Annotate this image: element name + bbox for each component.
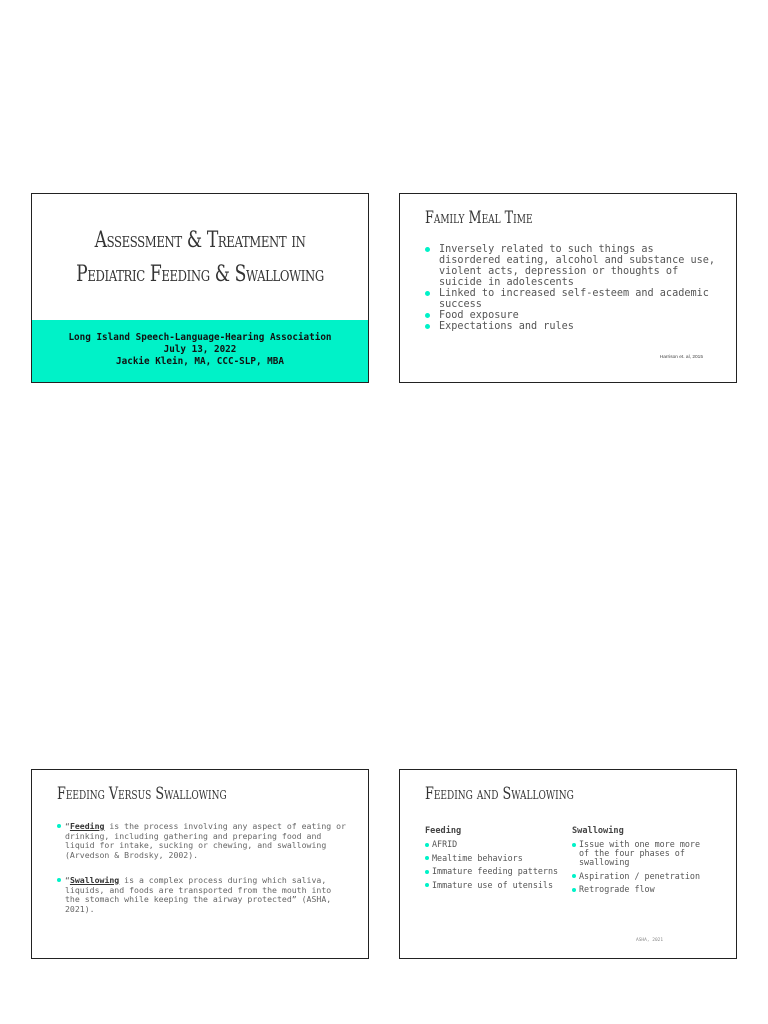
bullet-icon <box>57 878 61 882</box>
bullet-icon <box>425 291 430 296</box>
list-item: Issue with one more more of the four phases of swallowing <box>572 840 712 867</box>
slide-title: Feeding and Swallowing <box>425 784 574 804</box>
list-item: Food exposure <box>425 310 715 321</box>
swallowing-column <box>572 826 712 899</box>
citation: ASHA, 2021 <box>636 938 664 943</box>
definition-swallowing: “Swallowing is a complex process during which saliva, liquids, and foods are transported from the mouth into the stomach while keeping the airway protected” (ASHA, 2021). <box>57 876 349 914</box>
presentation-date: July 13, 2022 <box>163 344 237 355</box>
title-line-1: Assessment & Treatment in <box>94 228 306 253</box>
presenter-name: Jackie Klein, MA, CCC-SLP, MBA <box>116 356 284 367</box>
presenter-band <box>32 320 368 383</box>
definition-feeding: “Feeding is the process involving any aspect of eating or drinking, including gathering and preparing food and liquid for intake, sucking or chewing, and swallowing (Arvedson & Brodsky, 2002). <box>57 822 349 860</box>
bullet-icon <box>425 883 429 887</box>
list-item: Linked to increased self-esteem and academic success <box>425 288 715 310</box>
list-item: Immature use of utensils <box>425 881 565 890</box>
bullet-icon <box>425 247 430 252</box>
term-swallowing: Swallowing <box>69 875 120 885</box>
bullet-icon <box>425 870 429 874</box>
list-item: AFRID <box>425 840 565 849</box>
bullet-list <box>425 244 715 332</box>
title-line-2: Pediatric Feeding & Swallowing <box>76 262 324 287</box>
list-item: Expectations and rules <box>425 321 715 332</box>
bullet-icon <box>57 824 61 828</box>
presentation-title <box>32 224 368 292</box>
title-slide <box>31 193 369 383</box>
bullet-icon <box>572 843 576 847</box>
list-item: Aspiration / penetration <box>572 872 712 881</box>
slide-title: Feeding Versus Swallowing <box>57 784 227 804</box>
feeding-column <box>425 826 565 894</box>
organization-name: Long Island Speech-Language-Hearing Association <box>68 332 332 343</box>
definition-list <box>57 822 349 930</box>
slide-title: Family Meal Time <box>425 208 533 228</box>
term-feeding: Feeding <box>69 821 105 831</box>
feeding-vs-swallowing-slide <box>31 769 369 959</box>
swallowing-list <box>572 840 712 894</box>
bullet-icon <box>572 888 576 892</box>
bullet-icon <box>425 313 430 318</box>
list-item: Inversely related to such things as disordered eating, alcohol and substance use, violent acts, depression or thoughts of suicide in adolescents <box>425 244 715 288</box>
list-item: Mealtime behaviors <box>425 854 565 863</box>
column-heading: Feeding <box>425 826 462 836</box>
bullet-icon <box>572 874 576 878</box>
list-item: Retrograde flow <box>572 885 712 894</box>
list-item: Immature feeding patterns <box>425 867 565 876</box>
family-meal-time-slide <box>399 193 737 383</box>
feeding-and-swallowing-slide <box>399 769 737 959</box>
citation: Harrison et. al, 2015 <box>659 355 703 360</box>
bullet-icon <box>425 324 430 329</box>
column-heading: Swallowing <box>572 826 624 836</box>
bullet-icon <box>425 856 429 860</box>
feeding-list <box>425 840 565 890</box>
bullet-icon <box>425 843 429 847</box>
